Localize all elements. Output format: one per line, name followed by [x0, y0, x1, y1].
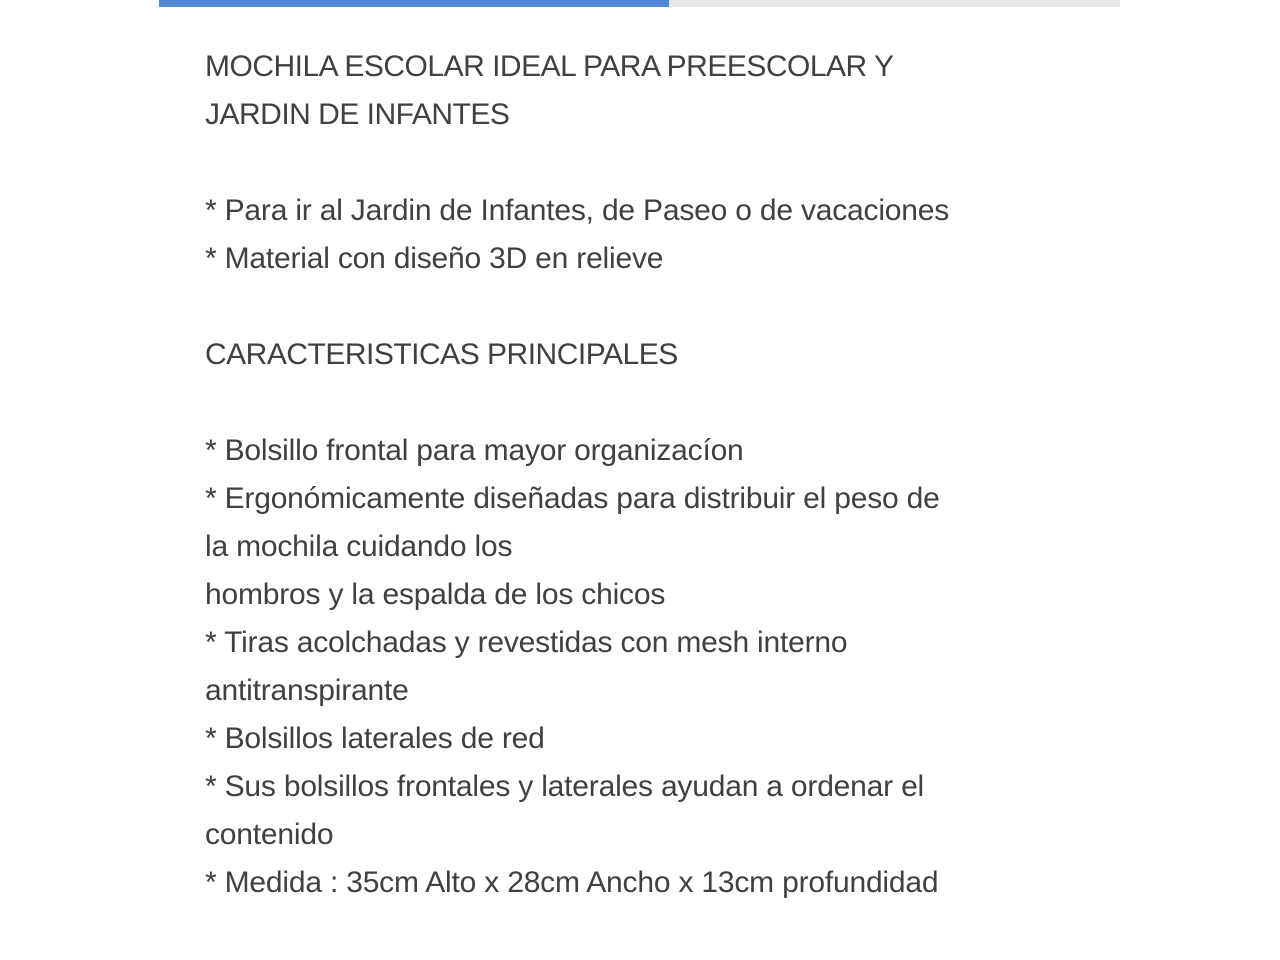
description-line-section-heading: CARACTERISTICAS PRINCIPALES: [205, 338, 678, 371]
description-line-body: * Ergonómicamente diseñadas para distribuir el peso de: [205, 482, 940, 515]
description-line-body: contenido: [205, 818, 334, 851]
description-line-body: * Sus bolsillos frontales y laterales ayudan a ordenar el: [205, 770, 925, 803]
blank-line: [205, 283, 1165, 331]
description-line-body: hombros y la espalda de los chicos: [205, 578, 666, 611]
progress-bar-filled: [159, 0, 669, 7]
description-line-body: * Para ir al Jardin de Infantes, de Paseo o de vacaciones: [205, 194, 950, 227]
description-line-body: la mochila cuidando los: [205, 530, 513, 563]
product-description: [205, 43, 1165, 907]
description-line-body: antitranspirante: [205, 674, 409, 707]
blank-line: [205, 379, 1165, 427]
progress-bar-track: [669, 0, 1120, 7]
description-line-heading: MOCHILA ESCOLAR IDEAL PARA PREESCOLAR Y: [205, 50, 894, 83]
description-line-heading: JARDIN DE INFANTES: [205, 98, 510, 131]
blank-line: [205, 139, 1165, 187]
description-line-body: * Medida : 35cm Alto x 28cm Ancho x 13cm profundidad: [205, 866, 939, 899]
description-line-body: * Bolsillo frontal para mayor organizacíon: [205, 434, 744, 467]
description-line-body: * Tiras acolchadas y revestidas con mesh interno: [205, 626, 848, 659]
description-line-body: * Bolsillos laterales de red: [205, 722, 545, 755]
progress-bar[interactable]: [159, 0, 1120, 7]
description-line-body: * Material con diseño 3D en relieve: [205, 242, 664, 275]
